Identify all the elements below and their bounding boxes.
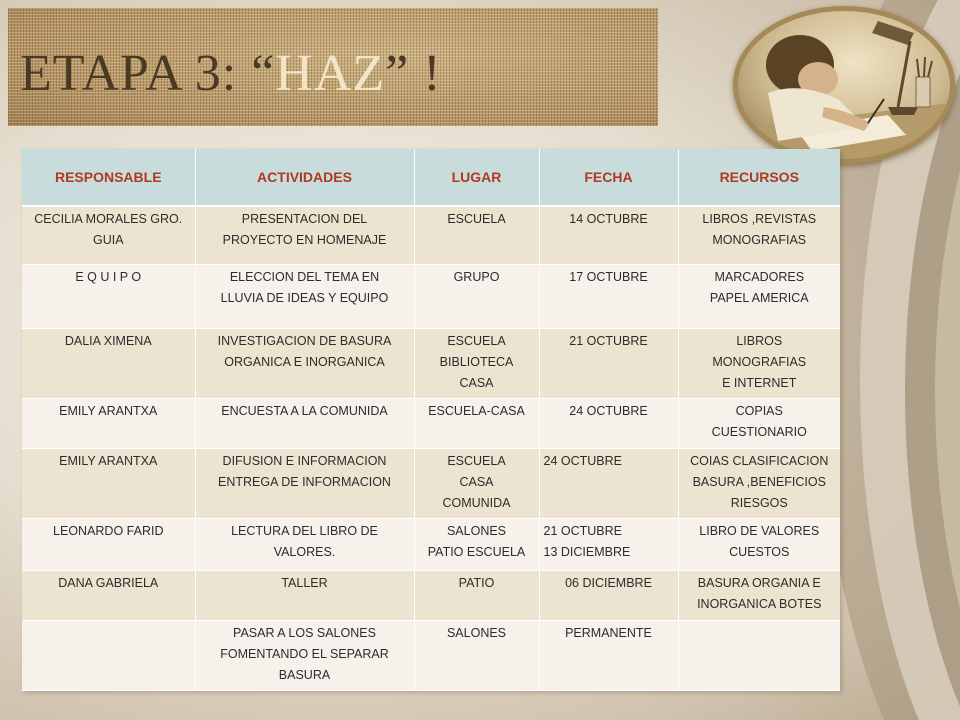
cell-responsable: CECILIA MORALES GRO. GUIA — [22, 206, 195, 264]
table-row — [22, 518, 840, 570]
cell-fecha: 17 OCTUBRE — [539, 264, 678, 328]
cell-responsable: EMILY ARANTXA — [22, 398, 195, 448]
column-header-actividades: ACTIVIDADES — [195, 149, 414, 206]
cell-lugar: SALONES — [414, 620, 539, 690]
cell-actividad: INVESTIGACION DE BASURA ORGANICA E INORGANICA — [195, 328, 414, 398]
cell-responsable: E Q U I P O — [22, 264, 195, 328]
table-row — [22, 570, 840, 620]
title-banner — [8, 8, 658, 126]
cell-responsable: DALIA XIMENA — [22, 328, 195, 398]
cell-fecha: 24 OCTUBRE — [539, 448, 678, 518]
activities-table — [22, 149, 840, 691]
cell-recursos — [678, 620, 840, 690]
title-word: HAZ — [275, 45, 386, 102]
cell-actividad: DIFUSION E INFORMACION ENTREGA DE INFORMACION — [195, 448, 414, 518]
column-header-responsable: RESPONSABLE — [22, 149, 195, 206]
cell-fecha: 21 OCTUBRE — [539, 328, 678, 398]
column-header-recursos: RECURSOS — [678, 149, 840, 206]
cell-lugar: ESCUELA-CASA — [414, 398, 539, 448]
column-header-lugar: LUGAR — [414, 149, 539, 206]
cell-actividad: PRESENTACION DEL PROYECTO EN HOMENAJE — [195, 206, 414, 264]
cell-recursos: COIAS CLASIFICACION BASURA ,BENEFICIOS RIESGOS — [678, 448, 840, 518]
cell-responsable: DANA GABRIELA — [22, 570, 195, 620]
table-row — [22, 328, 840, 398]
table-row — [22, 448, 840, 518]
cell-actividad: ELECCION DEL TEMA EN LLUVIA DE IDEAS Y EQUIPO — [195, 264, 414, 328]
student-studying-photo — [733, 6, 955, 164]
cell-fecha: 24 OCTUBRE — [539, 398, 678, 448]
title-prefix: ETAPA 3: “ — [20, 45, 276, 102]
cell-fecha: 21 OCTUBRE 13 DICIEMBRE — [539, 518, 678, 570]
photo-image — [738, 11, 950, 159]
cell-lugar: ESCUELA BIBLIOTECA CASA — [414, 328, 539, 398]
cell-recursos: BASURA ORGANIA E INORGANICA BOTES — [678, 570, 840, 620]
cell-responsable: LEONARDO FARID — [22, 518, 195, 570]
table-row — [22, 206, 840, 264]
title-suffix: ” ! — [385, 45, 442, 102]
slide-title — [20, 44, 442, 104]
table-header-row — [22, 149, 840, 206]
table-row — [22, 398, 840, 448]
cell-responsable — [22, 620, 195, 690]
cell-lugar: PATIO — [414, 570, 539, 620]
cell-lugar: ESCUELA — [414, 206, 539, 264]
cell-fecha: PERMANENTE — [539, 620, 678, 690]
table-row — [22, 620, 840, 690]
cell-fecha: 14 OCTUBRE — [539, 206, 678, 264]
cell-fecha: 06 DICIEMBRE — [539, 570, 678, 620]
cell-lugar: SALONES PATIO ESCUELA — [414, 518, 539, 570]
cell-recursos: COPIAS CUESTIONARIO — [678, 398, 840, 448]
cell-actividad: PASAR A LOS SALONES FOMENTANDO EL SEPARAR BASURA — [195, 620, 414, 690]
column-header-fecha: FECHA — [539, 149, 678, 206]
cell-lugar: ESCUELA CASA COMUNIDA — [414, 448, 539, 518]
cell-actividad: LECTURA DEL LIBRO DE VALORES. — [195, 518, 414, 570]
table-row — [22, 264, 840, 328]
cell-recursos: LIBROS ,REVISTAS MONOGRAFIAS — [678, 206, 840, 264]
cell-recursos: LIBRO DE VALORES CUESTOS — [678, 518, 840, 570]
cell-lugar: GRUPO — [414, 264, 539, 328]
cell-responsable: EMILY ARANTXA — [22, 448, 195, 518]
cell-actividad: TALLER — [195, 570, 414, 620]
cell-recursos: LIBROS MONOGRAFIAS E INTERNET — [678, 328, 840, 398]
cell-actividad: ENCUESTA A LA COMUNIDA — [195, 398, 414, 448]
cell-recursos: MARCADORES PAPEL AMERICA — [678, 264, 840, 328]
